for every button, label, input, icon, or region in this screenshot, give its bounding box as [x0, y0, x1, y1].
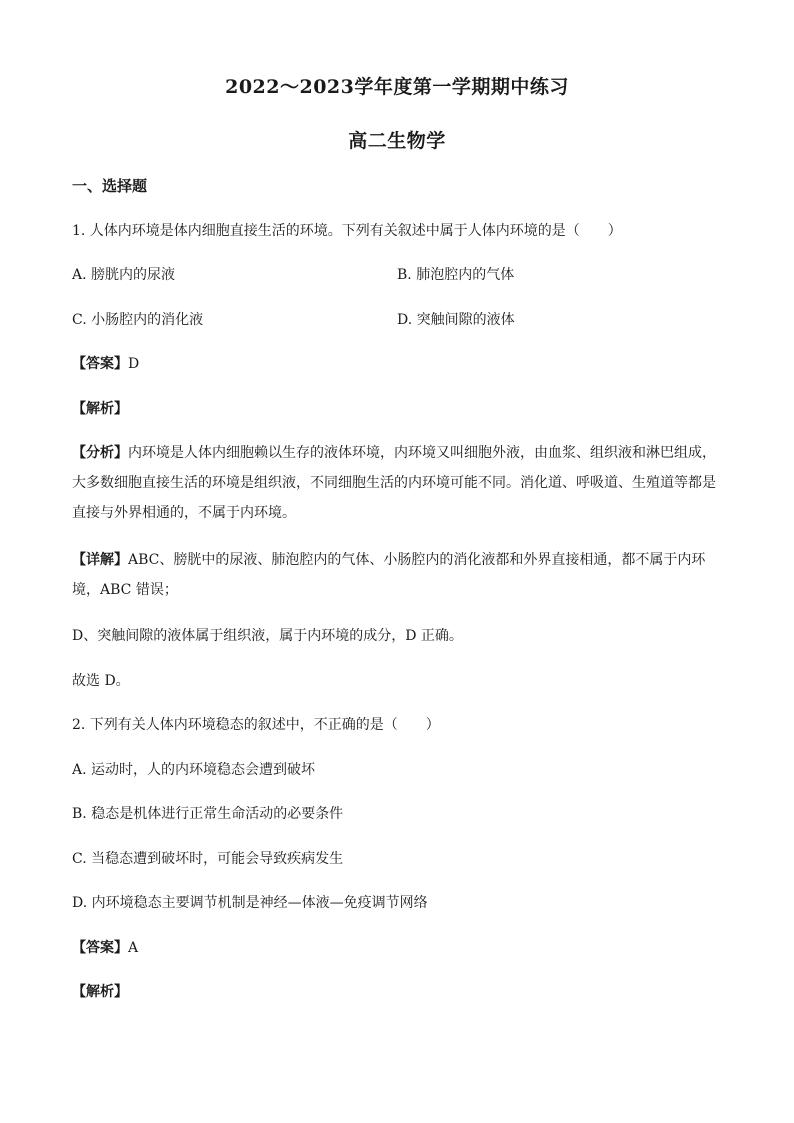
answer-tag: 【答案】: [72, 940, 128, 956]
q1-conclusion: 故选 D。: [72, 673, 130, 689]
q1-option-a: A. 膀胱内的尿液: [72, 267, 176, 283]
q1-fenxi: [72, 438, 722, 528]
xiangjie-tag: 【详解】: [72, 552, 128, 568]
q2-option-d: D. 内环境稳态主要调节机制是神经—体液—免疫调节网络: [72, 895, 428, 911]
q1-answer: [72, 354, 139, 374]
q2-analysis-tag: 【解析】: [72, 984, 128, 1000]
q2-stem: 2. 下列有关人体内环境稳态的叙述中，不正确的是（ ）: [72, 717, 440, 733]
q2-option-c: C. 当稳态遭到破坏时，可能会导致疾病发生: [72, 851, 344, 867]
q2-option-b: B. 稳态是机体进行正常生命活动的必要条件: [72, 806, 344, 822]
q1-analysis-tag: 【解析】: [72, 401, 128, 417]
answer-value: A: [128, 940, 139, 956]
answer-tag: 【答案】: [72, 356, 128, 372]
q1-option-d: D. 突触间隙的液体: [397, 312, 515, 328]
section-title: 一、选择题: [72, 177, 148, 195]
exam-title: 2022～2023学年度第一学期期中练习: [225, 76, 569, 98]
fenxi-tag: 【分析】: [72, 445, 128, 461]
fenxi-text: 内环境是人体内细胞赖以生存的液体环境，内环境又叫细胞外液，由血浆、组织液和淋巴组成，大多数细胞直接生活的环境是组织液，不同细胞生活的内环境可能不同。消化道、呼吸道、生殖道等都是直接与外界相通的，不属于内环境。: [72, 445, 716, 521]
xiangjie-text: ABC、膀胱中的尿液、肺泡腔内的气体、小肠腔内的消化液都和外界直接相通，都不属于内环境，ABC 错误；: [72, 552, 706, 598]
q1-line-d: D、突触间隙的液体属于组织液，属于内环境的成分，D 正确。: [72, 628, 463, 644]
q2-option-a: A. 运动时，人的内环境稳态会遭到破坏: [72, 762, 316, 778]
q1-option-c: C. 小肠腔内的消化液: [72, 312, 204, 328]
exam-subtitle: 高二生物学: [348, 130, 446, 152]
q1-xiangjie: [72, 545, 722, 605]
q1-stem: 1. 人体内环境是体内细胞直接生活的环境。下列有关叙述中属于人体内环境的是（ ）: [72, 223, 622, 239]
q1-option-b: B. 肺泡腔内的气体: [397, 267, 515, 283]
answer-value: D: [128, 356, 140, 372]
q2-answer: [72, 938, 138, 958]
